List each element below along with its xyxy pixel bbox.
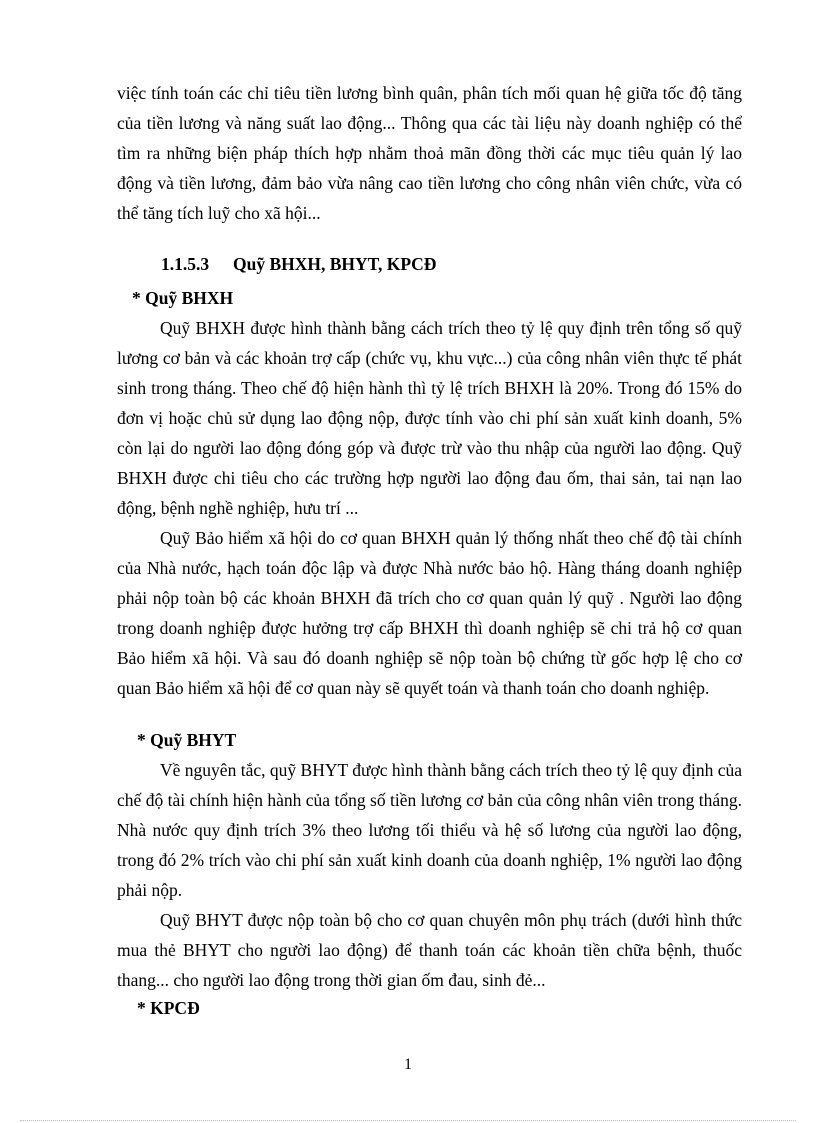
intro-block — [117, 78, 742, 228]
kpcd-heading: * KPCĐ — [137, 998, 200, 1018]
bhxh-paragraph-1: Quỹ BHXH được hình thành bằng cách trích theo tỷ lệ quy định trên tổng số quỹ lương cơ bản và các khoản trợ cấp (chức vụ, khu vực...) của công nhân viên thực tế phát sinh trong tháng. Theo chế độ hiện hành thì tỷ lệ trích BHXH là 20%. Trong đó 15% do đơn vị hoặc chủ sử dụng lao động nộp, được tính vào chi phí sản xuất kinh doanh, 5% còn lại do người lao động đóng góp và được trừ vào thu nhập của người lao động. Quỹ BHXH được chi tiêu cho các trường hợp người lao động đau ốm, thai sản, tai nạn lao động, bệnh nghề nghiệp, hưu trí ... — [117, 318, 742, 518]
bhxh-paragraph-2: Quỹ Bảo hiểm xã hội do cơ quan BHXH quản lý thống nhất theo chế độ tài chính của Nhà nước, hạch toán độc lập và được Nhà nước bảo hộ. Hàng tháng doanh nghiệp phải nộp toàn bộ các khoản BHXH đã trích cho cơ quan quản lý quỹ . Người lao động trong doanh nghiệp được hưởng trợ cấp BHXH thì doanh nghiệp sẽ chi trả hộ cơ quan Bảo hiểm xã hội. Và sau đó doanh nghiệp sẽ nộp toàn bộ chứng từ gốc hợp lệ cho cơ quan Bảo hiểm xã hội để cơ quan này sẽ quyết toán và thanh toán cho doanh nghiệp. — [117, 528, 742, 698]
section-number: 1.1.5.3 — [161, 254, 210, 274]
bhyt-block — [117, 725, 742, 995]
bhyt-paragraph-1: Về nguyên tắc, quỹ BHYT được hình thành bằng cách trích theo tỷ lệ quy định của chế độ tài chính hiện hành của tổng số tiền lương cơ bản của công nhân viên trong tháng. Nhà nước quy định trích 3% theo lương tối thiểu và hệ số lương của người lao động, trong đó 2% trích vào chi phí sản xuất kinh doanh của doanh nghiệp, 1% người lao động phải nộp. — [117, 760, 742, 900]
bhyt-heading: * Quỹ BHYT — [137, 730, 237, 750]
intro-paragraph: việc tính toán các chỉ tiêu tiền lương bình quân, phân tích mối quan hệ giữa tốc độ tăng của tiền lương và năng suất lao động... Thông qua các tài liệu này doanh nghiệp có thể tìm ra những biện pháp thích hợp nhằm thoả mãn đồng thời các mục tiêu quản lý lao động và tiền lương, đảm bảo vừa nâng cao tiền lương cho công nhân viên chức, vừa có thể tăng tích luỹ cho xã hội... — [117, 83, 742, 223]
page-bottom-divider — [20, 1120, 796, 1121]
kpcd-block — [117, 993, 742, 1023]
bhxh-block — [117, 283, 742, 703]
bhxh-heading: * Quỹ BHXH — [132, 288, 234, 308]
section-heading — [161, 254, 436, 275]
section-title: Quỹ BHXH, BHYT, KPCĐ — [233, 254, 437, 274]
bhyt-paragraph-2: Quỹ BHYT được nộp toàn bộ cho cơ quan chuyên môn phụ trách (dưới hình thức mua thẻ BHYT cho người lao động) để thanh toán các khoản tiền chữa bệnh, thuốc thang... cho người lao động trong thời gian ốm đau, sinh đẻ... — [117, 910, 742, 990]
page-number: 1 — [404, 1056, 412, 1073]
